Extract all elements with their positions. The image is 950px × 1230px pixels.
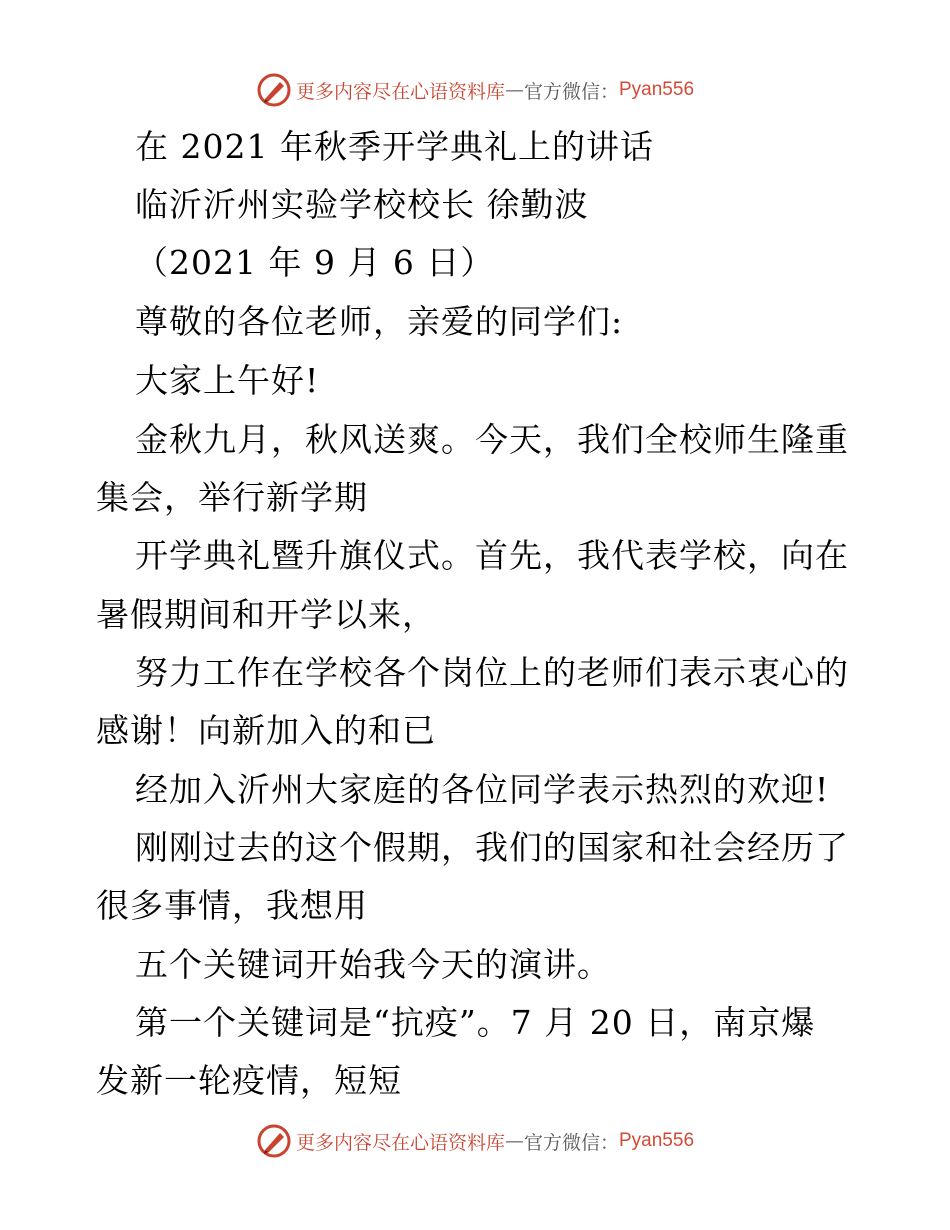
paragraph-line: 集会，举行新学期 xyxy=(96,478,368,517)
banner-separator: — xyxy=(504,1130,524,1152)
paragraph-line: 发新一轮疫情，短短 xyxy=(96,1061,402,1100)
banner-label: 官方微信： xyxy=(523,1131,619,1154)
paragraph-line: 经加入沂州大家庭的各位同学表示热烈的欢迎! xyxy=(135,770,830,809)
banner-text: 更多内容尽在心语资料库 xyxy=(295,80,505,103)
banner-text: 更多内容尽在心语资料库 xyxy=(295,1131,505,1154)
paragraph-line: 很多事情，我想用 xyxy=(96,886,368,925)
speech-title: 在 2021 年秋季开学典礼上的讲话 xyxy=(135,127,654,166)
paragraph-line: 暑假期间和开学以来， xyxy=(96,595,436,634)
pen-logo-icon xyxy=(256,72,292,108)
banner-label: 官方微信： xyxy=(523,80,619,103)
paragraph-line: 五个关键词开始我今天的演讲。 xyxy=(135,945,611,984)
paragraph-line: 努力工作在学校各个岗位上的老师们表示衷心的 xyxy=(135,653,849,692)
header-banner xyxy=(0,70,950,110)
paragraph-line: 开学典礼暨升旗仪式。首先，我代表学校，向在 xyxy=(135,536,849,575)
paragraph-line: 第一个关键词是“抗疫”。7 月 20 日，南京爆 xyxy=(135,1003,816,1042)
paragraph-line: 感谢！向新加入的和已 xyxy=(96,711,436,750)
greeting: 大家上午好! xyxy=(135,361,320,400)
banner-account: Pyan556 xyxy=(619,1130,695,1151)
banner-account: Pyan556 xyxy=(619,79,695,100)
paragraph-line: 刚刚过去的这个假期，我们的国家和社会经历了 xyxy=(135,828,849,867)
banner-separator: — xyxy=(504,79,524,101)
pen-logo-icon xyxy=(256,1123,292,1159)
speaker-line: 临沂沂州实验学校校长 徐勤波 xyxy=(135,185,589,224)
footer-banner xyxy=(0,1121,950,1161)
salutation: 尊敬的各位老师，亲爱的同学们: xyxy=(135,302,624,341)
paragraph-line: 金秋九月，秋风送爽。今天，我们全校师生隆重 xyxy=(135,420,849,459)
speech-date: （2021 年 9 月 6 日） xyxy=(135,243,495,282)
